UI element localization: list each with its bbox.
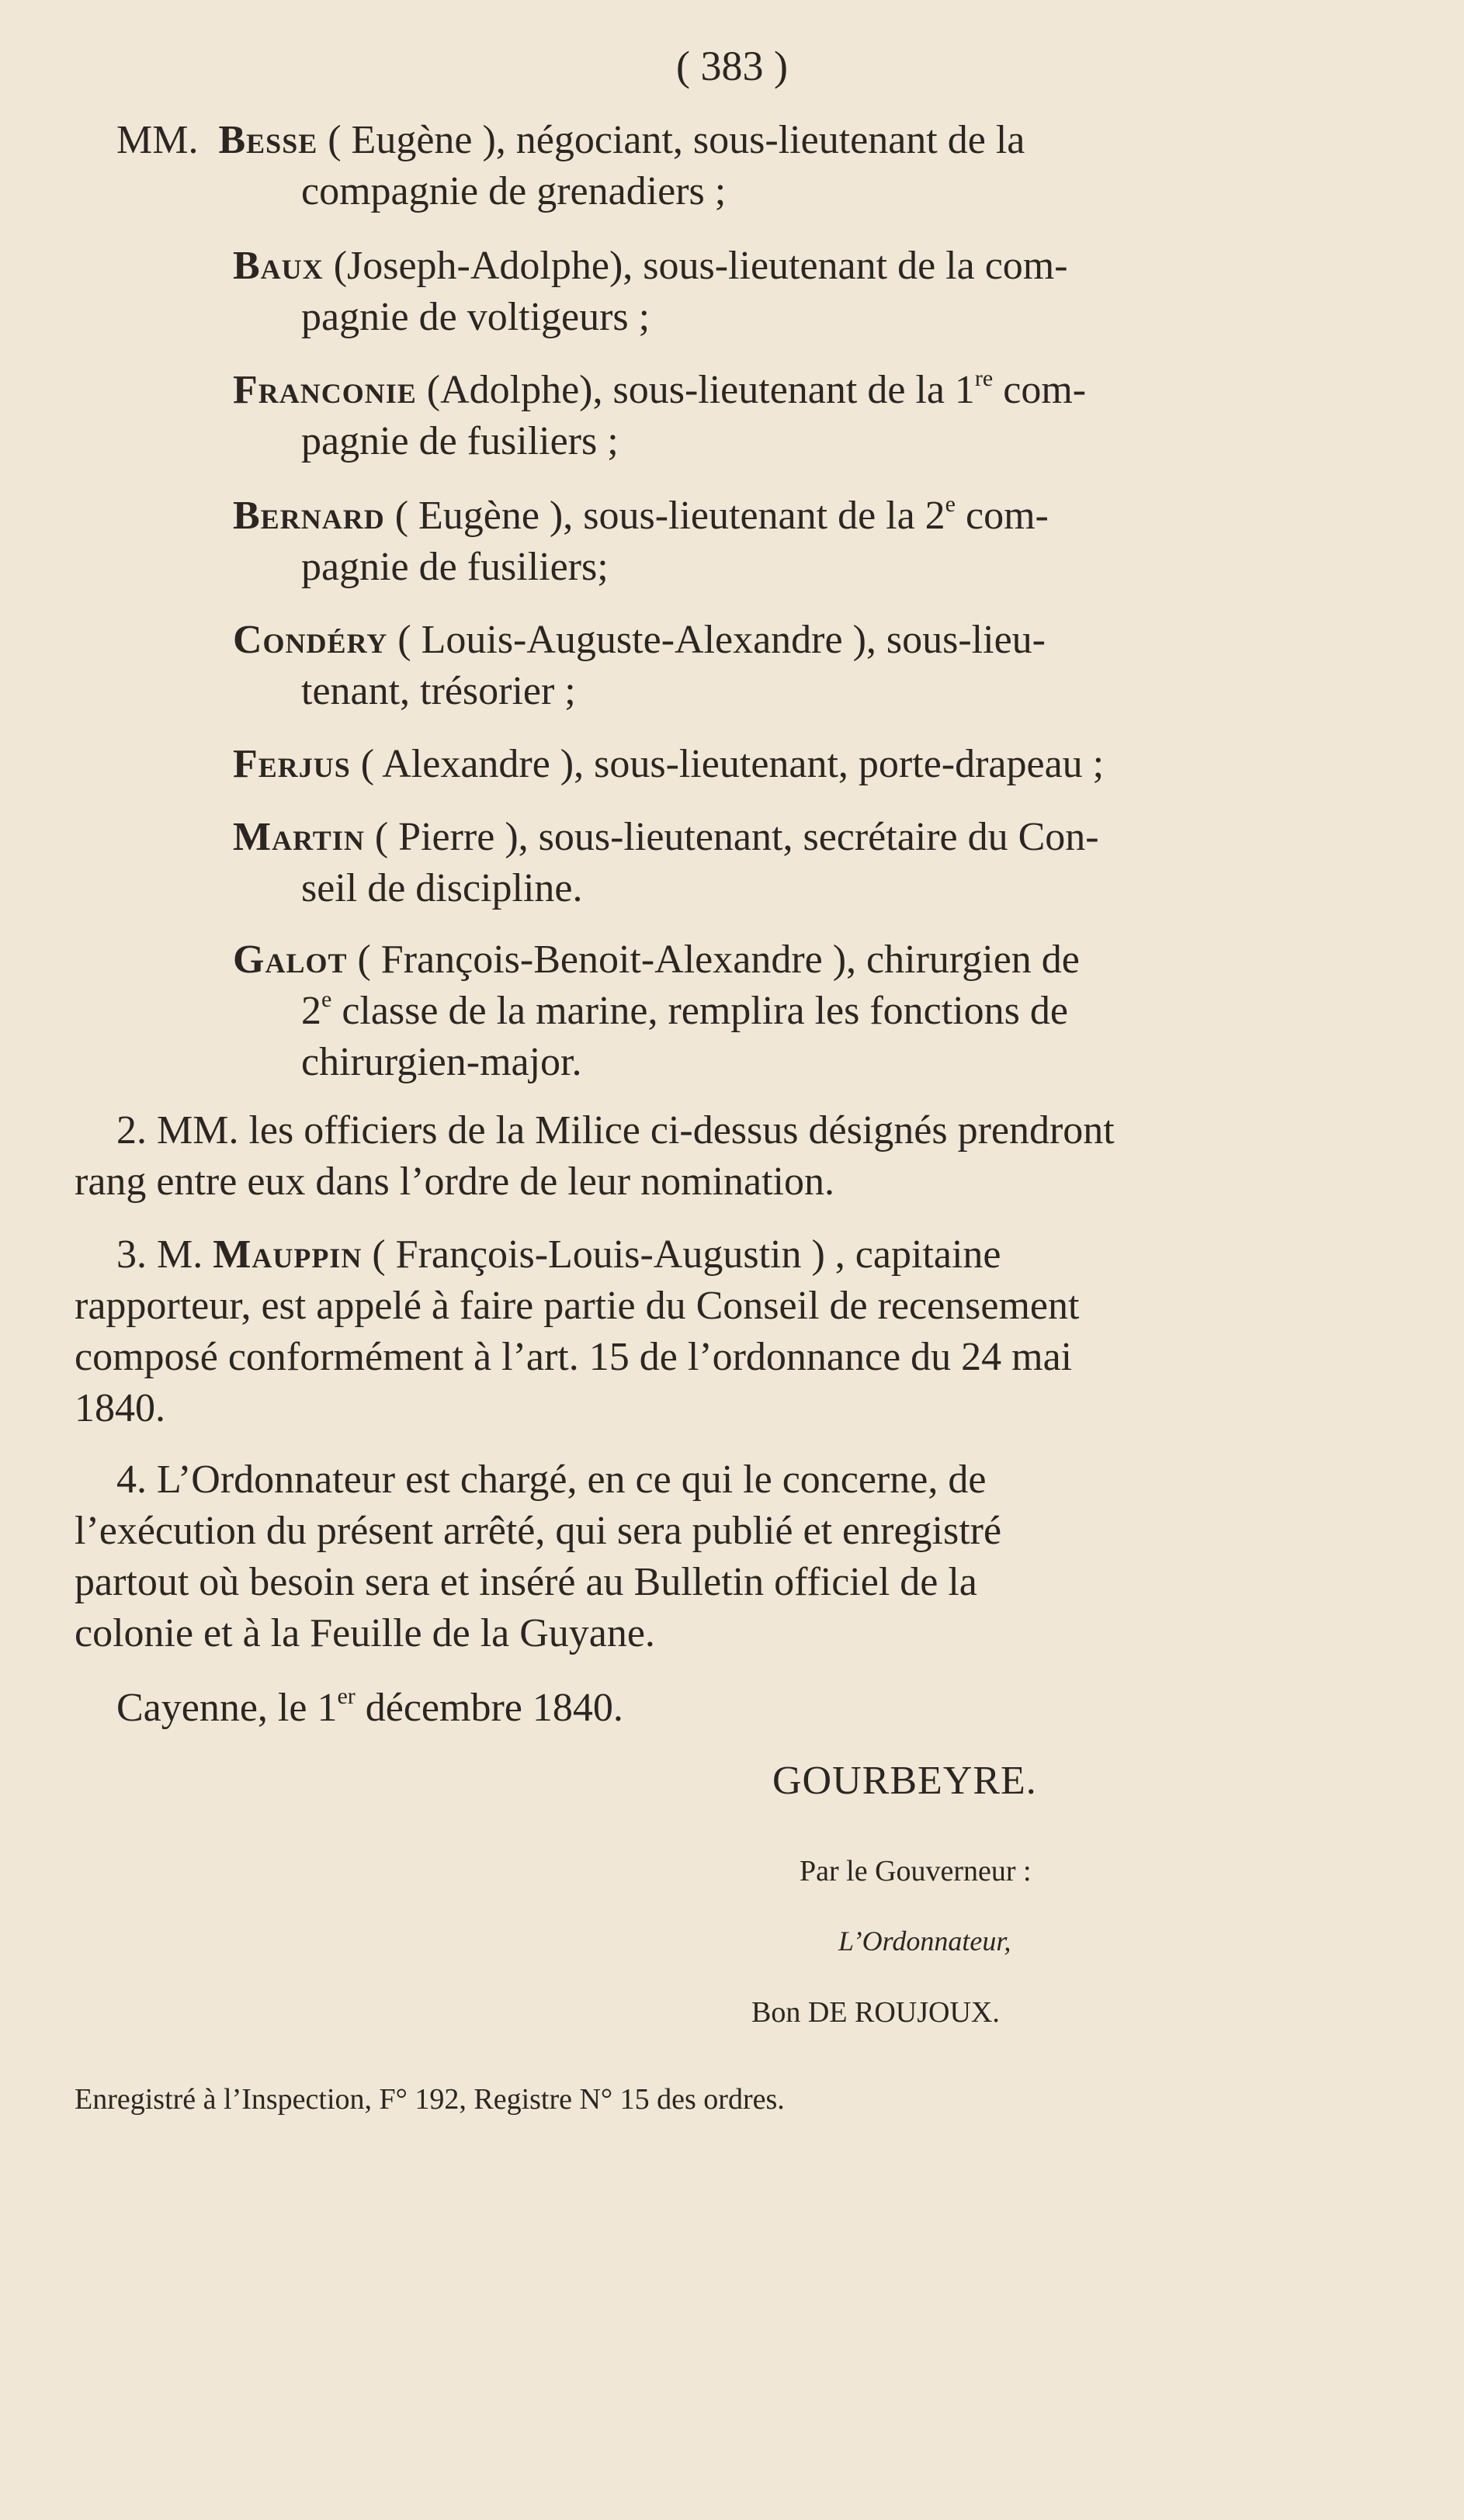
entry-bernard-line2: pagnie de fusiliers;	[301, 545, 609, 589]
article-4-line1: 4. L’Ordonnateur est chargé, en ce qui le concerne, de	[116, 1458, 987, 1502]
name-besse: Besse	[218, 118, 318, 162]
entry-besse-line1: MM. Besse ( Eugène ), négociant, sous-lieutenant de la	[116, 118, 1025, 162]
entry-galot-line1: Galot ( François-Benoit-Alexandre ), chirurgien de	[233, 938, 1080, 982]
name-ferjus: Ferjus	[233, 742, 351, 786]
entry-franconie-line1: Franconie (Adolphe), sous-lieutenant de la 1re com-	[233, 365, 1087, 412]
entry-martin-line2: seil de discipline.	[301, 866, 583, 910]
registration-note: Enregistré à l’Inspection, F° 192, Registre N° 15 des ordres.	[75, 2083, 785, 2116]
article-4-line3: partout où besoin sera et inséré au Bulletin officiel de la	[75, 1560, 977, 1604]
article-2-line2: rang entre eux dans l’ordre de leur nomination.	[75, 1159, 834, 1204]
par-le-gouverneur: Par le Gouverneur :	[800, 1855, 1032, 1887]
name-bernard: Bernard	[233, 494, 385, 538]
entry-condery-line2: tenant, trésorier ;	[301, 669, 576, 713]
name-galot: Galot	[233, 938, 348, 982]
article-2-line1: 2. MM. les officiers de la Milice ci-dessus désignés prendront	[116, 1108, 1115, 1153]
mm-prefix: MM.	[116, 118, 199, 162]
name-mauppin: Mauppin	[213, 1232, 363, 1277]
entry-ferjus-line1: Ferjus ( Alexandre ), sous-lieutenant, porte-drapeau ;	[233, 742, 1105, 786]
article-3-line1: 3. M. Mauppin ( François-Louis-Augustin ) , capitaine	[116, 1232, 1001, 1277]
name-baux: Baux	[233, 244, 324, 288]
entry-baux-line2: pagnie de voltigeurs ;	[301, 295, 650, 339]
entry-galot-line2: 2e classe de la marine, remplira les fonctions de	[301, 986, 1068, 1033]
name-condery: Condéry	[233, 618, 388, 662]
baron-signature: Bon DE ROUJOUX.	[751, 1996, 1000, 2029]
entry-franconie-line2: pagnie de fusiliers ;	[301, 419, 619, 463]
entry-martin-line1: Martin ( Pierre ), sous-lieutenant, secrétaire du Con-	[233, 815, 1099, 859]
entry-baux-line1: Baux (Joseph-Adolphe), sous-lieutenant de la com-	[233, 244, 1068, 288]
name-martin: Martin	[233, 815, 365, 859]
name-franconie: Franconie	[233, 368, 417, 412]
signature-gourbeyre: GOURBEYRE.	[772, 1759, 1037, 1803]
article-4-line4: colonie et à la Feuille de la Guyane.	[75, 1611, 655, 1655]
entry-besse-line2: compagnie de grenadiers ;	[301, 169, 727, 213]
article-3-line2: rapporteur, est appelé à faire partie du Conseil de recensement	[75, 1284, 1080, 1328]
date-line: Cayenne, le 1er décembre 1840.	[116, 1683, 623, 1730]
page-number: ( 383 )	[676, 43, 788, 89]
article-4-line2: l’exécution du présent arrêté, qui sera publié et enregistré	[75, 1509, 1002, 1553]
entry-condery-line1: Condéry ( Louis-Auguste-Alexandre ), sous-lieu-	[233, 618, 1046, 662]
article-3-line3: composé conformément à l’art. 15 de l’ordonnance du 24 mai	[75, 1335, 1073, 1379]
entry-bernard-line1: Bernard ( Eugène ), sous-lieutenant de la 2e com-	[233, 490, 1049, 538]
article-3-line4: 1840.	[75, 1386, 165, 1430]
entry-galot-line3: chirurgien-major.	[301, 1040, 582, 1084]
ordonnateur-label: L’Ordonnateur,	[838, 1926, 1011, 1957]
